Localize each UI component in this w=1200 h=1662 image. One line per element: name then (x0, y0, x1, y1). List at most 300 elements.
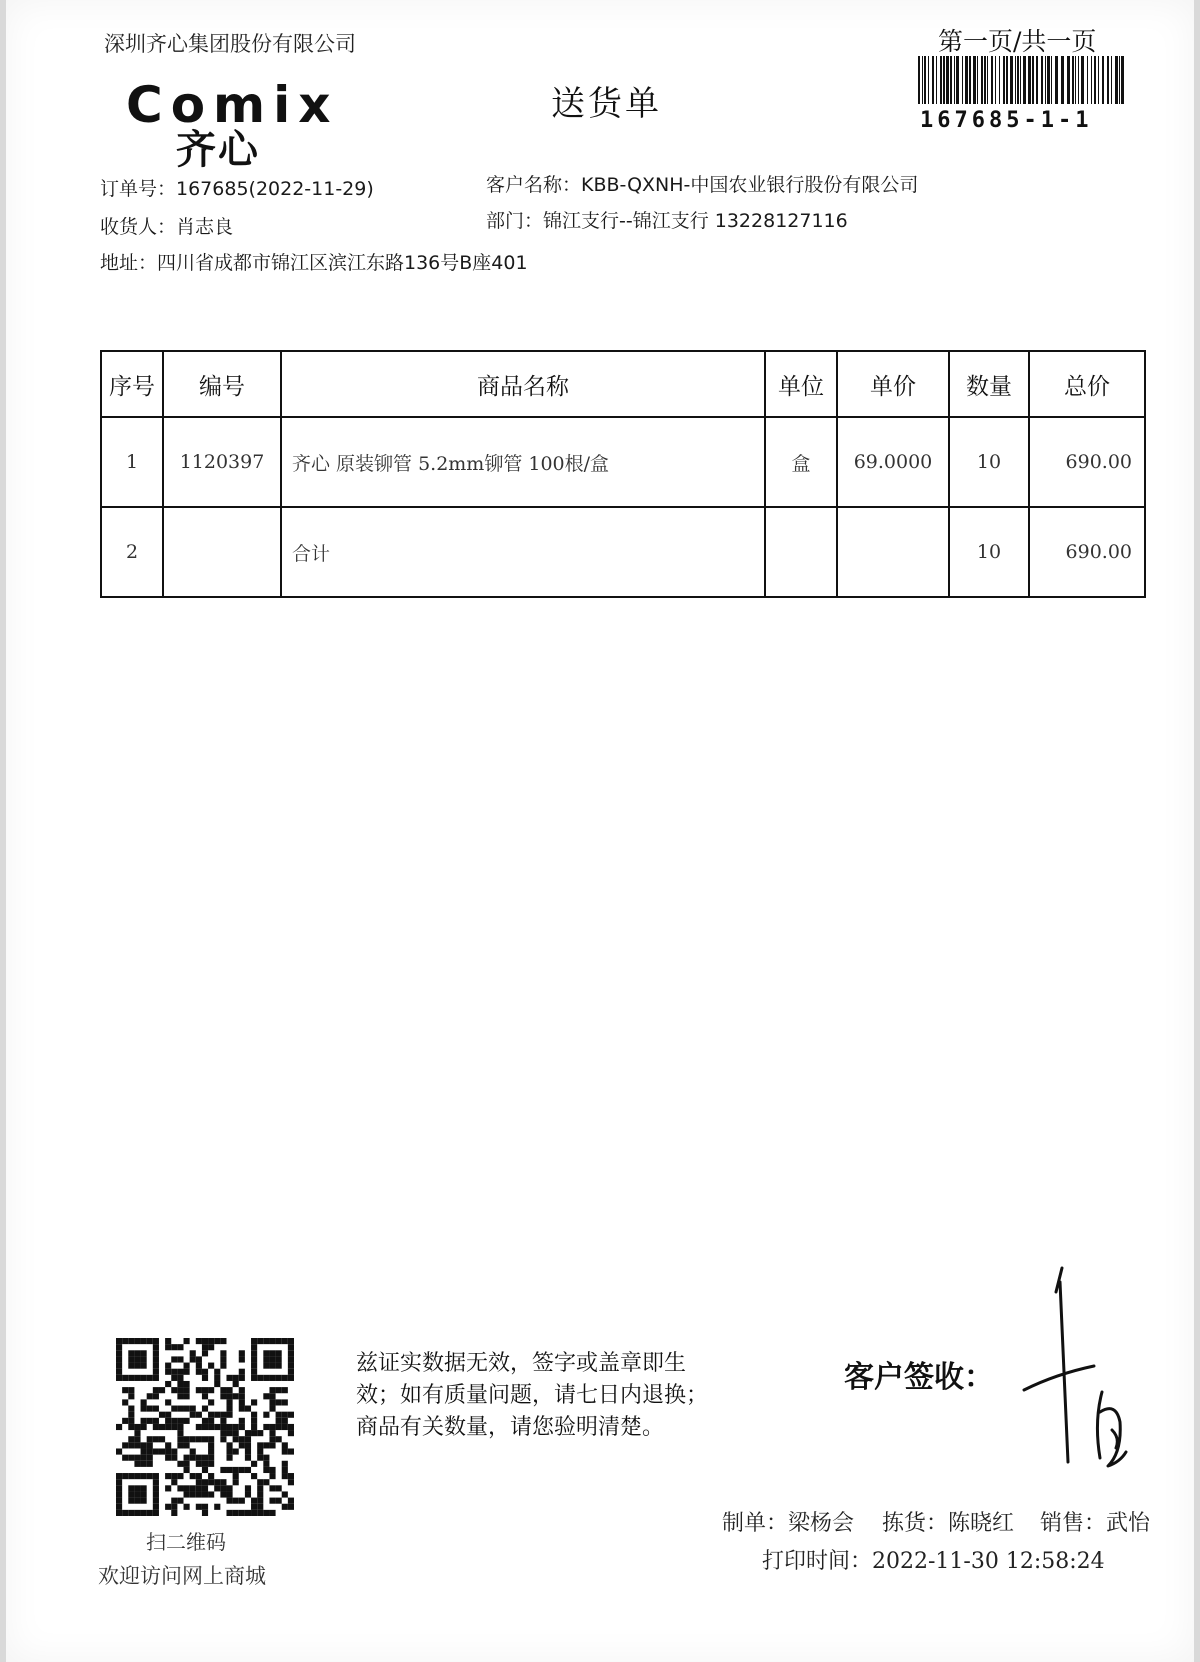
qr-module (245, 1455, 251, 1461)
barcode-bar (924, 56, 926, 104)
qr-module (282, 1442, 288, 1448)
qr-module (288, 1473, 294, 1479)
qr-module (122, 1510, 128, 1516)
qr-module (171, 1510, 177, 1516)
barcode-bar (1072, 56, 1074, 104)
barcode-bar (1091, 56, 1092, 104)
qr-module (245, 1436, 251, 1442)
qr-module (208, 1436, 214, 1442)
qr-module (196, 1473, 202, 1479)
qr-module (220, 1467, 226, 1473)
qr-module (220, 1491, 226, 1497)
qr-module (251, 1356, 257, 1362)
qr-module (190, 1406, 196, 1412)
qr-module (288, 1448, 294, 1454)
qr-module (214, 1504, 220, 1510)
qr-module (226, 1485, 232, 1491)
qr-module (288, 1479, 294, 1485)
qr-module (128, 1436, 134, 1442)
qr-module (153, 1436, 159, 1442)
qr-module (239, 1387, 245, 1393)
qr-module (251, 1510, 257, 1516)
qr-module (122, 1473, 128, 1479)
qr-module (263, 1424, 269, 1430)
qr-module (220, 1479, 226, 1485)
qr-module (276, 1387, 282, 1393)
qr-module (134, 1436, 140, 1442)
barcode-bar (922, 56, 923, 104)
qr-module (147, 1473, 153, 1479)
barcode-bar (969, 56, 971, 104)
qr-module (269, 1485, 275, 1491)
qr-module (171, 1375, 177, 1381)
qr-module (245, 1491, 251, 1497)
barcode-bar (940, 56, 942, 104)
barcode-bar (1107, 56, 1109, 104)
barcode-bar (999, 56, 1000, 104)
qr-module (263, 1455, 269, 1461)
qr-module (153, 1369, 159, 1375)
qr-module (269, 1467, 275, 1473)
qr-module (239, 1467, 245, 1473)
qr-module (116, 1448, 122, 1454)
qr-code (116, 1338, 294, 1516)
qr-module (245, 1430, 251, 1436)
qr-module (190, 1485, 196, 1491)
qr-module (116, 1356, 122, 1362)
qr-module (177, 1461, 183, 1467)
cell-product: 合计 (281, 507, 765, 597)
qr-module (202, 1375, 208, 1381)
qr-module (184, 1387, 190, 1393)
qr-module (128, 1442, 134, 1448)
qr-module (147, 1406, 153, 1412)
qr-module (251, 1461, 257, 1467)
barcode-bar (946, 56, 949, 104)
salesperson: 销售：武怡 (1040, 1511, 1151, 1536)
barcode-bar (1045, 56, 1046, 104)
qr-module (202, 1504, 208, 1510)
qr-module (208, 1491, 214, 1497)
barcode-bar (1010, 56, 1013, 104)
qr-module (141, 1442, 147, 1448)
qr-module (208, 1387, 214, 1393)
qr-module (239, 1350, 245, 1356)
qr-module (202, 1369, 208, 1375)
qr-module (208, 1461, 214, 1467)
qr-module (141, 1485, 147, 1491)
qr-module (269, 1363, 275, 1369)
qr-module (165, 1448, 171, 1454)
qr-module (190, 1491, 196, 1497)
document-title: 送货单 (551, 84, 662, 124)
qr-module (239, 1442, 245, 1448)
qr-module (196, 1436, 202, 1442)
barcode-bar (1111, 56, 1112, 104)
qr-module (116, 1504, 122, 1510)
qr-module (276, 1498, 282, 1504)
cell-total: 690.00 (1029, 507, 1145, 597)
qr-module (177, 1485, 183, 1491)
qr-module (184, 1369, 190, 1375)
qr-module (147, 1448, 153, 1454)
qr-module (233, 1393, 239, 1399)
qr-module (226, 1399, 232, 1405)
notice-line: 兹证实数据无效，签字或盖章即生 (356, 1351, 687, 1376)
qr-module (153, 1424, 159, 1430)
qr-module (226, 1430, 232, 1436)
qr-module (226, 1467, 232, 1473)
qr-module (128, 1412, 134, 1418)
qr-module (276, 1350, 282, 1356)
qr-module (196, 1356, 202, 1362)
qr-module (134, 1442, 140, 1448)
qr-module (257, 1442, 263, 1448)
qr-module (202, 1436, 208, 1442)
qr-module (122, 1387, 128, 1393)
qr-module (177, 1498, 183, 1504)
qr-module (153, 1473, 159, 1479)
qr-module (226, 1498, 232, 1504)
qr-module (245, 1510, 251, 1516)
qr-module (128, 1375, 134, 1381)
welcome-text: 欢迎访问网上商城 (98, 1564, 266, 1588)
qr-module (184, 1504, 190, 1510)
qr-module (196, 1412, 202, 1418)
qr-module (147, 1375, 153, 1381)
barcode-bar (995, 56, 996, 104)
qr-module (196, 1504, 202, 1510)
barcode-bar (1036, 56, 1038, 104)
qr-module (239, 1356, 245, 1362)
qr-module (208, 1363, 214, 1369)
qr-module (147, 1338, 153, 1344)
qr-module (282, 1338, 288, 1344)
qr-module (269, 1442, 275, 1448)
qr-module (263, 1479, 269, 1485)
qr-module (128, 1455, 134, 1461)
col-header-total: 总价 (1029, 351, 1145, 417)
qr-module (202, 1338, 208, 1344)
qr-module (251, 1363, 257, 1369)
made-by: 制单：梁杨会 (722, 1511, 855, 1536)
barcode-bar (1028, 56, 1031, 104)
barcode-bar (1015, 56, 1016, 104)
qr-module (165, 1399, 171, 1405)
qr-module (153, 1356, 159, 1362)
qr-module (171, 1448, 177, 1454)
qr-module (184, 1418, 190, 1424)
qr-module (122, 1455, 128, 1461)
qr-module (153, 1344, 159, 1350)
qr-module (214, 1369, 220, 1375)
qr-module (165, 1369, 171, 1375)
qr-module (245, 1485, 251, 1491)
qr-module (269, 1375, 275, 1381)
qr-module (128, 1393, 134, 1399)
qr-module (282, 1418, 288, 1424)
qr-module (165, 1473, 171, 1479)
qr-module (141, 1461, 147, 1467)
qr-module (257, 1479, 263, 1485)
qr-module (159, 1387, 165, 1393)
qr-module (251, 1375, 257, 1381)
qr-module (116, 1350, 122, 1356)
qr-module (257, 1498, 263, 1504)
qr-module (226, 1510, 232, 1516)
qr-module (128, 1363, 134, 1369)
qr-module (134, 1473, 140, 1479)
qr-module (141, 1448, 147, 1454)
barcode-bar (962, 56, 963, 104)
qr-module (116, 1338, 122, 1344)
qr-module (165, 1424, 171, 1430)
qr-module (208, 1344, 214, 1350)
qr-module (263, 1510, 269, 1516)
notice-line: 商品有关数量，请您验明清楚。 (356, 1415, 665, 1440)
qr-module (153, 1363, 159, 1369)
qr-module (196, 1363, 202, 1369)
qr-module (239, 1510, 245, 1516)
qr-module (128, 1406, 134, 1412)
qr-module (282, 1448, 288, 1454)
qr-module (159, 1448, 165, 1454)
cell-code (163, 507, 281, 597)
qr-module (147, 1455, 153, 1461)
qr-module (202, 1455, 208, 1461)
qr-module (184, 1436, 190, 1442)
qr-module (233, 1375, 239, 1381)
qr-module (171, 1479, 177, 1485)
barcode-number: 167685-1-1 (920, 108, 1093, 133)
qr-module (177, 1356, 183, 1362)
qr-module (208, 1412, 214, 1418)
qr-module (239, 1436, 245, 1442)
qr-module (165, 1455, 171, 1461)
qr-module (288, 1375, 294, 1381)
qr-module (184, 1442, 190, 1448)
table-header-row (101, 351, 1145, 417)
barcode-bar (1115, 56, 1118, 104)
qr-module (184, 1467, 190, 1473)
qr-module (251, 1369, 257, 1375)
qr-module (122, 1338, 128, 1344)
qr-module (214, 1412, 220, 1418)
qr-module (153, 1479, 159, 1485)
qr-module (208, 1442, 214, 1448)
qr-module (141, 1491, 147, 1497)
qr-module (184, 1338, 190, 1344)
cell-total: 690.00 (1029, 417, 1145, 507)
handwritten-signature (1016, 1262, 1136, 1482)
qr-module (214, 1485, 220, 1491)
qr-module (171, 1473, 177, 1479)
qr-module (269, 1338, 275, 1344)
qr-module (233, 1498, 239, 1504)
qr-module (165, 1418, 171, 1424)
qr-module (128, 1350, 134, 1356)
qr-module (177, 1344, 183, 1350)
qr-module (196, 1491, 202, 1497)
qr-module (269, 1393, 275, 1399)
qr-module (269, 1399, 275, 1405)
cell-seq: 1 (101, 417, 163, 507)
qr-module (226, 1393, 232, 1399)
qr-module (171, 1387, 177, 1393)
qr-module (134, 1485, 140, 1491)
qr-module (190, 1455, 196, 1461)
qr-module (153, 1485, 159, 1491)
qr-module (214, 1424, 220, 1430)
qr-module (196, 1461, 202, 1467)
qr-module (196, 1455, 202, 1461)
qr-module (202, 1344, 208, 1350)
col-header-seq: 序号 (101, 351, 163, 417)
qr-module (282, 1375, 288, 1381)
qr-module (276, 1424, 282, 1430)
qr-module (153, 1406, 159, 1412)
qr-module (269, 1406, 275, 1412)
qr-module (220, 1430, 226, 1436)
qr-module (257, 1491, 263, 1497)
qr-module (134, 1424, 140, 1430)
qr-module (263, 1363, 269, 1369)
qr-module (165, 1442, 171, 1448)
qr-module (159, 1424, 165, 1430)
qr-module (153, 1510, 159, 1516)
qr-module (276, 1485, 282, 1491)
barcode-bar (987, 56, 988, 104)
qr-module (184, 1491, 190, 1497)
qr-module (220, 1424, 226, 1430)
qr-module (226, 1406, 232, 1412)
qr-module (257, 1504, 263, 1510)
qr-module (282, 1387, 288, 1393)
cell-product: 齐心 原装铆管 5.2mm铆管 100根/盒 (281, 417, 765, 507)
qr-module (233, 1473, 239, 1479)
cell-seq: 2 (101, 507, 163, 597)
barcode-bar (1081, 56, 1084, 104)
barcode-bar (977, 56, 978, 104)
qr-module (116, 1485, 122, 1491)
qr-module (165, 1412, 171, 1418)
barcode-bar (1098, 56, 1099, 104)
qr-module (251, 1430, 257, 1436)
qr-module (141, 1356, 147, 1362)
qr-module (153, 1350, 159, 1356)
qr-module (141, 1399, 147, 1405)
qr-module (177, 1436, 183, 1442)
qr-module (251, 1424, 257, 1430)
qr-module (226, 1375, 232, 1381)
qr-module (171, 1498, 177, 1504)
picker: 拣货：陈晓红 (882, 1511, 1015, 1536)
qr-module (220, 1436, 226, 1442)
qr-module (116, 1344, 122, 1350)
qr-module (202, 1485, 208, 1491)
qr-module (288, 1430, 294, 1436)
qr-module (147, 1442, 153, 1448)
barcode-bar (1094, 56, 1096, 104)
qr-module (141, 1424, 147, 1430)
qr-module (171, 1406, 177, 1412)
qr-module (141, 1473, 147, 1479)
qr-module (276, 1436, 282, 1442)
qr-module (202, 1491, 208, 1497)
barcode-bar (956, 56, 959, 104)
qr-module (128, 1387, 134, 1393)
qr-module (165, 1338, 171, 1344)
barcode-bar (954, 56, 955, 104)
qr-module (177, 1375, 183, 1381)
qr-module (190, 1356, 196, 1362)
qr-module (171, 1356, 177, 1362)
qr-module (226, 1442, 232, 1448)
qr-module (276, 1375, 282, 1381)
qr-module (208, 1455, 214, 1461)
qr-module (269, 1424, 275, 1430)
qr-module (141, 1510, 147, 1516)
qr-module (153, 1387, 159, 1393)
qr-module (116, 1491, 122, 1497)
qr-module (276, 1418, 282, 1424)
qr-module (122, 1399, 128, 1405)
qr-module (233, 1510, 239, 1516)
qr-module (128, 1485, 134, 1491)
qr-module (171, 1369, 177, 1375)
qr-module (239, 1399, 245, 1405)
qr-module (196, 1479, 202, 1485)
qr-module (116, 1479, 122, 1485)
qr-module (190, 1436, 196, 1442)
qr-module (153, 1375, 159, 1381)
customer-sign-label: 客户签收： (844, 1360, 994, 1395)
barcode-bar (950, 56, 952, 104)
qr-module (184, 1455, 190, 1461)
qr-module (190, 1448, 196, 1454)
qr-module (134, 1338, 140, 1344)
qr-module (282, 1473, 288, 1479)
qr-module (269, 1510, 275, 1516)
qr-module (202, 1387, 208, 1393)
qr-module (128, 1491, 134, 1497)
col-header-unit: 单位 (765, 351, 837, 417)
qr-module (288, 1504, 294, 1510)
qr-module (202, 1406, 208, 1412)
qr-module (134, 1375, 140, 1381)
qr-module (239, 1498, 245, 1504)
qr-module (282, 1399, 288, 1405)
qr-module (220, 1485, 226, 1491)
print-time: 打印时间：2022-11-30 12:58:24 (762, 1549, 1105, 1574)
qr-module (233, 1430, 239, 1436)
qr-module (184, 1485, 190, 1491)
cell-unit: 盒 (765, 417, 837, 507)
qr-module (220, 1350, 226, 1356)
items-table (100, 350, 1146, 598)
barcode-bar (1032, 56, 1034, 104)
qr-module (251, 1399, 257, 1405)
qr-module (177, 1393, 183, 1399)
col-header-price: 单价 (837, 351, 949, 417)
qr-module (276, 1399, 282, 1405)
qr-module (190, 1412, 196, 1418)
qr-module (282, 1461, 288, 1467)
qr-module (214, 1381, 220, 1387)
qr-module (208, 1473, 214, 1479)
qr-module (282, 1504, 288, 1510)
qr-module (226, 1424, 232, 1430)
